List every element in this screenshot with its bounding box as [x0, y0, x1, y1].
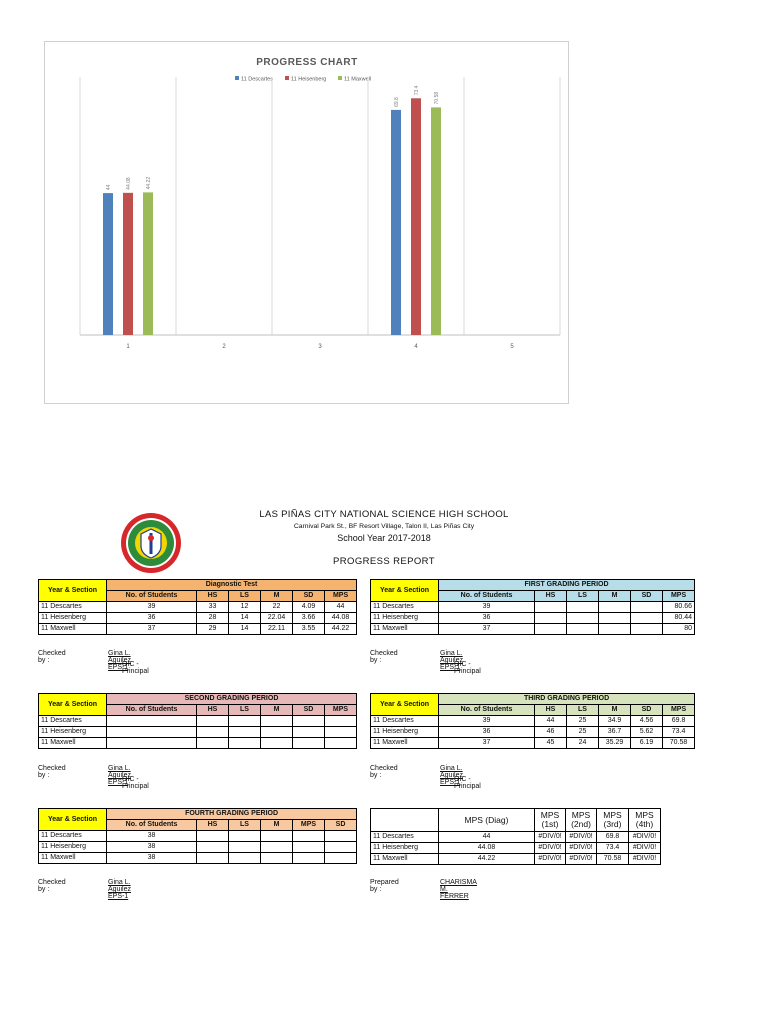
sd-cell: 6.19 — [631, 738, 663, 749]
bar-11-descartes — [103, 193, 113, 335]
mps-cell: 44.08 — [325, 613, 357, 624]
year-section-header: Year & Section — [39, 694, 107, 716]
hs-header: HS — [197, 591, 229, 602]
mps-cell — [293, 842, 325, 853]
table-row — [39, 602, 357, 613]
section-cell: 11 Maxwell — [371, 738, 439, 749]
checked-by-label: Checked by : — [38, 879, 66, 893]
section-cell: 11 Maxwell — [39, 853, 107, 864]
legend-swatch — [285, 76, 289, 80]
ls-header: LS — [229, 820, 261, 831]
sd-header: SD — [293, 591, 325, 602]
hs-cell — [197, 853, 229, 864]
q4-cell: #DIV/0! — [629, 854, 661, 865]
third-grading-table — [370, 693, 695, 749]
mps-cell — [325, 738, 357, 749]
students-cell: 38 — [107, 842, 197, 853]
section-cell: 11 Heisenberg — [371, 843, 439, 854]
section-cell: 11 Descartes — [371, 602, 439, 613]
school-year: School Year 2017-2018 — [337, 533, 431, 543]
students-cell: 38 — [107, 831, 197, 842]
m-header: M — [261, 705, 293, 716]
hs-cell — [197, 727, 229, 738]
mps-cell: 80.44 — [663, 613, 695, 624]
table-row — [39, 738, 357, 749]
table-row — [39, 624, 357, 635]
bar-11-descartes — [391, 110, 401, 335]
hs-cell — [535, 613, 567, 624]
second-grading-title: SECOND GRADING PERIOD — [107, 694, 357, 705]
school-name: LAS PIÑAS CITY NATIONAL SCIENCE HIGH SCHOOL — [259, 509, 509, 520]
table-row — [371, 738, 695, 749]
m-header: M — [599, 591, 631, 602]
chart-legend — [235, 76, 371, 83]
mps-cell — [293, 831, 325, 842]
section-cell: 11 Descartes — [39, 831, 107, 842]
section-cell: 11 Heisenberg — [371, 727, 439, 738]
sd-cell — [293, 738, 325, 749]
mps-cell: 69.8 — [663, 716, 695, 727]
checked-by-label: Checked by : — [370, 765, 398, 779]
students-cell — [107, 727, 197, 738]
q1-cell: #DIV/0! — [535, 843, 566, 854]
ls-header: LS — [567, 705, 599, 716]
mps-cell: 73.4 — [663, 727, 695, 738]
section-cell: 11 Maxwell — [39, 624, 107, 635]
section-cell: 11 Descartes — [371, 832, 439, 843]
ls-cell — [229, 727, 261, 738]
table-row — [39, 842, 357, 853]
first-grading-title: FIRST GRADING PERIOD — [439, 580, 695, 591]
sd-cell — [325, 831, 357, 842]
chart-title: PROGRESS CHART — [256, 57, 358, 68]
section-cell: 11 Descartes — [371, 716, 439, 727]
table-row — [39, 831, 357, 842]
hs-cell — [197, 831, 229, 842]
checker-title: OIC - Principal — [122, 776, 149, 790]
table-row — [371, 716, 695, 727]
year-section-header: Year & Section — [39, 809, 107, 831]
section-cell: 11 Descartes — [39, 602, 107, 613]
bar-11-heisenberg — [411, 98, 421, 335]
table-row — [39, 716, 357, 727]
section-cell: 11 Heisenberg — [39, 613, 107, 624]
m-cell — [599, 613, 631, 624]
bar-11-maxwell — [431, 107, 441, 335]
sd-cell — [631, 613, 663, 624]
ls-cell: 25 — [567, 716, 599, 727]
m-header: M — [261, 820, 293, 831]
section-cell: 11 Maxwell — [371, 854, 439, 865]
checker-name: Gina L. Aguilez EPS-1 — [108, 765, 131, 786]
m-cell: 22 — [261, 602, 293, 613]
sd-cell — [631, 624, 663, 635]
m-cell: 22.04 — [261, 613, 293, 624]
hs-cell: 28 — [197, 613, 229, 624]
q2-cell: #DIV/0! — [566, 832, 597, 843]
ls-cell — [567, 624, 599, 635]
m-header: M — [261, 591, 293, 602]
hs-cell — [535, 602, 567, 613]
m-cell — [599, 602, 631, 613]
hs-header: HS — [535, 705, 567, 716]
q4-cell: #DIV/0! — [629, 843, 661, 854]
x-tick-label: 4 — [414, 344, 418, 350]
q4-cell: #DIV/0! — [629, 832, 661, 843]
mps-cell — [293, 853, 325, 864]
table-row — [371, 727, 695, 738]
table-row — [39, 613, 357, 624]
students-cell: 39 — [107, 602, 197, 613]
x-tick-label: 1 — [126, 344, 130, 350]
m-cell — [261, 716, 293, 727]
mps-4th-header: MPS (4th) — [629, 809, 661, 832]
mps-header: MPS — [293, 820, 325, 831]
checked-by-label: Checked by : — [370, 650, 398, 664]
data-label: 44 — [106, 184, 112, 191]
first-grading-table — [370, 579, 695, 635]
students-cell: 36 — [107, 613, 197, 624]
legend-label: 11 Heisenberg — [291, 76, 327, 83]
hs-cell — [197, 716, 229, 727]
sd-cell — [293, 727, 325, 738]
q2-cell: #DIV/0! — [566, 854, 597, 865]
year-section-header: Year & Section — [371, 580, 439, 602]
sd-cell: 4.09 — [293, 602, 325, 613]
section-cell: 11 Maxwell — [39, 738, 107, 749]
table-row — [39, 853, 357, 864]
x-tick-label: 2 — [222, 344, 226, 350]
students-header: No. of Students — [107, 705, 197, 716]
m-cell: 22.11 — [261, 624, 293, 635]
m-cell — [261, 842, 293, 853]
students-cell: 37 — [439, 624, 535, 635]
hs-header: HS — [535, 591, 567, 602]
diag-cell: 44.08 — [439, 843, 535, 854]
ls-header: LS — [567, 591, 599, 602]
sd-cell: 3.66 — [293, 613, 325, 624]
bar-11-maxwell — [143, 192, 153, 335]
ls-cell — [229, 842, 261, 853]
students-header: No. of Students — [439, 591, 535, 602]
m-cell — [599, 624, 631, 635]
diagnostic-table — [38, 579, 357, 635]
mps-cell — [325, 727, 357, 738]
table-row — [371, 613, 695, 624]
checker-name: Gina L. Aguilez EPS-1 — [108, 650, 131, 671]
chart-x-ticks — [126, 344, 514, 350]
section-cell: 11 Descartes — [39, 716, 107, 727]
m-cell — [261, 727, 293, 738]
mps-cell: 80 — [663, 624, 695, 635]
report-title: PROGRESS REPORT — [333, 556, 435, 567]
ls-cell — [229, 716, 261, 727]
checker-name: Gina L. Aguilez EPS-1 — [108, 879, 131, 900]
ls-cell — [229, 853, 261, 864]
hs-cell — [535, 624, 567, 635]
sd-header: SD — [325, 820, 357, 831]
students-cell — [107, 738, 197, 749]
mps-header: MPS — [325, 591, 357, 602]
students-cell: 36 — [439, 727, 535, 738]
students-cell: 39 — [439, 602, 535, 613]
fourth-grading-title: FOURTH GRADING PERIOD — [107, 809, 357, 820]
mps-diag-header: MPS (Diag) — [439, 809, 535, 832]
m-cell — [261, 738, 293, 749]
ls-cell — [229, 831, 261, 842]
sd-header: SD — [631, 705, 663, 716]
summary-corner-cell — [371, 809, 439, 832]
legend-swatch — [235, 76, 239, 80]
ls-cell — [567, 602, 599, 613]
sd-cell — [293, 716, 325, 727]
q3-cell: 69.8 — [597, 832, 629, 843]
m-cell: 35.29 — [599, 738, 631, 749]
ls-header: LS — [229, 705, 261, 716]
year-section-header: Year & Section — [371, 694, 439, 716]
students-cell — [107, 716, 197, 727]
hs-header: HS — [197, 820, 229, 831]
hs-cell: 29 — [197, 624, 229, 635]
mps-cell — [325, 716, 357, 727]
legend-label: 11 Maxwell — [344, 76, 372, 83]
checker-title: OIC - Principal — [122, 661, 149, 675]
table-row — [371, 843, 661, 854]
x-tick-label: 5 — [510, 344, 514, 350]
prepared-by-label: Prepared by : — [370, 879, 399, 893]
table-row — [371, 624, 695, 635]
school-address: Carnival Park St., BF Resort Village, Talon II, Las Piñas City — [293, 523, 475, 530]
sd-cell: 3.55 — [293, 624, 325, 635]
data-label: 73.4 — [414, 85, 420, 96]
q3-cell: 73.4 — [597, 843, 629, 854]
hs-cell: 33 — [197, 602, 229, 613]
students-cell: 37 — [107, 624, 197, 635]
m-cell — [261, 831, 293, 842]
mps-cell: 44 — [325, 602, 357, 613]
sd-header: SD — [293, 705, 325, 716]
legend-label: 11 Descartes — [241, 76, 273, 83]
q3-cell: 70.58 — [597, 854, 629, 865]
section-cell: 11 Maxwell — [371, 624, 439, 635]
mps-header: MPS — [663, 591, 695, 602]
table-row — [39, 727, 357, 738]
q2-cell: #DIV/0! — [566, 843, 597, 854]
ls-header: LS — [229, 591, 261, 602]
table-row — [371, 854, 661, 865]
m-cell: 36.7 — [599, 727, 631, 738]
sd-cell: 4.56 — [631, 716, 663, 727]
bar-11-heisenberg — [123, 193, 133, 335]
sd-cell: 5.62 — [631, 727, 663, 738]
students-header: No. of Students — [107, 591, 197, 602]
preparer-name: CHARISMA M. FERRER — [440, 879, 477, 900]
checked-by-label: Checked by : — [38, 765, 66, 779]
q1-cell: #DIV/0! — [535, 854, 566, 865]
checker-title: OIC - Principal — [454, 661, 481, 675]
second-grading-table — [38, 693, 357, 749]
ls-cell: 14 — [229, 624, 261, 635]
students-cell: 38 — [107, 853, 197, 864]
ls-cell: 14 — [229, 613, 261, 624]
sd-header: SD — [631, 591, 663, 602]
ls-cell: 25 — [567, 727, 599, 738]
section-cell: 11 Heisenberg — [39, 727, 107, 738]
hs-cell: 46 — [535, 727, 567, 738]
table-row — [371, 832, 661, 843]
sd-cell — [325, 853, 357, 864]
diag-cell: 44.22 — [439, 854, 535, 865]
sd-cell — [325, 842, 357, 853]
students-cell: 36 — [439, 613, 535, 624]
mps-cell: 80.66 — [663, 602, 695, 613]
checked-by-label: Checked by : — [38, 650, 66, 664]
data-label: 69.8 — [394, 97, 400, 107]
mps-3rd-header: MPS (3rd) — [597, 809, 629, 832]
third-grading-title: THIRD GRADING PERIOD — [439, 694, 695, 705]
ls-cell: 24 — [567, 738, 599, 749]
data-label: 44.08 — [126, 177, 132, 190]
q1-cell: #DIV/0! — [535, 832, 566, 843]
fourth-grading-table — [38, 808, 357, 864]
legend-swatch — [338, 76, 342, 80]
mps-summary-table — [370, 808, 661, 865]
hs-cell: 45 — [535, 738, 567, 749]
m-header: M — [599, 705, 631, 716]
mps-cell: 70.58 — [663, 738, 695, 749]
students-cell: 37 — [439, 738, 535, 749]
section-cell: 11 Heisenberg — [39, 842, 107, 853]
year-section-header: Year & Section — [39, 580, 107, 602]
mps-1st-header: MPS (1st) — [535, 809, 566, 832]
ls-cell — [229, 738, 261, 749]
checker-name: Gina L. Aguilez EPS-1 — [440, 650, 463, 671]
mps-cell: 44.22 — [325, 624, 357, 635]
section-cell: 11 Heisenberg — [371, 613, 439, 624]
chart-canvas — [45, 42, 570, 405]
data-label: 70.58 — [434, 91, 440, 105]
ls-cell: 12 — [229, 602, 261, 613]
hs-cell — [197, 842, 229, 853]
checker-title: OIC - Principal — [454, 776, 481, 790]
ls-cell — [567, 613, 599, 624]
m-cell — [261, 853, 293, 864]
hs-cell: 44 — [535, 716, 567, 727]
diagnostic-title: Diagnostic Test — [107, 580, 357, 591]
mps-2nd-header: MPS (2nd) — [566, 809, 597, 832]
progress-chart — [44, 41, 569, 404]
mps-header: MPS — [663, 705, 695, 716]
checker-name: Gina L. Aguilez EPS-1 — [440, 765, 463, 786]
students-header: No. of Students — [439, 705, 535, 716]
hs-header: HS — [197, 705, 229, 716]
diag-cell: 44 — [439, 832, 535, 843]
table-row — [371, 602, 695, 613]
m-cell: 34.9 — [599, 716, 631, 727]
sd-cell — [631, 602, 663, 613]
students-header: No. of Students — [107, 820, 197, 831]
data-label: 44.22 — [146, 176, 152, 190]
mps-header: MPS — [325, 705, 357, 716]
x-tick-label: 3 — [318, 344, 322, 350]
hs-cell — [197, 738, 229, 749]
students-cell: 39 — [439, 716, 535, 727]
